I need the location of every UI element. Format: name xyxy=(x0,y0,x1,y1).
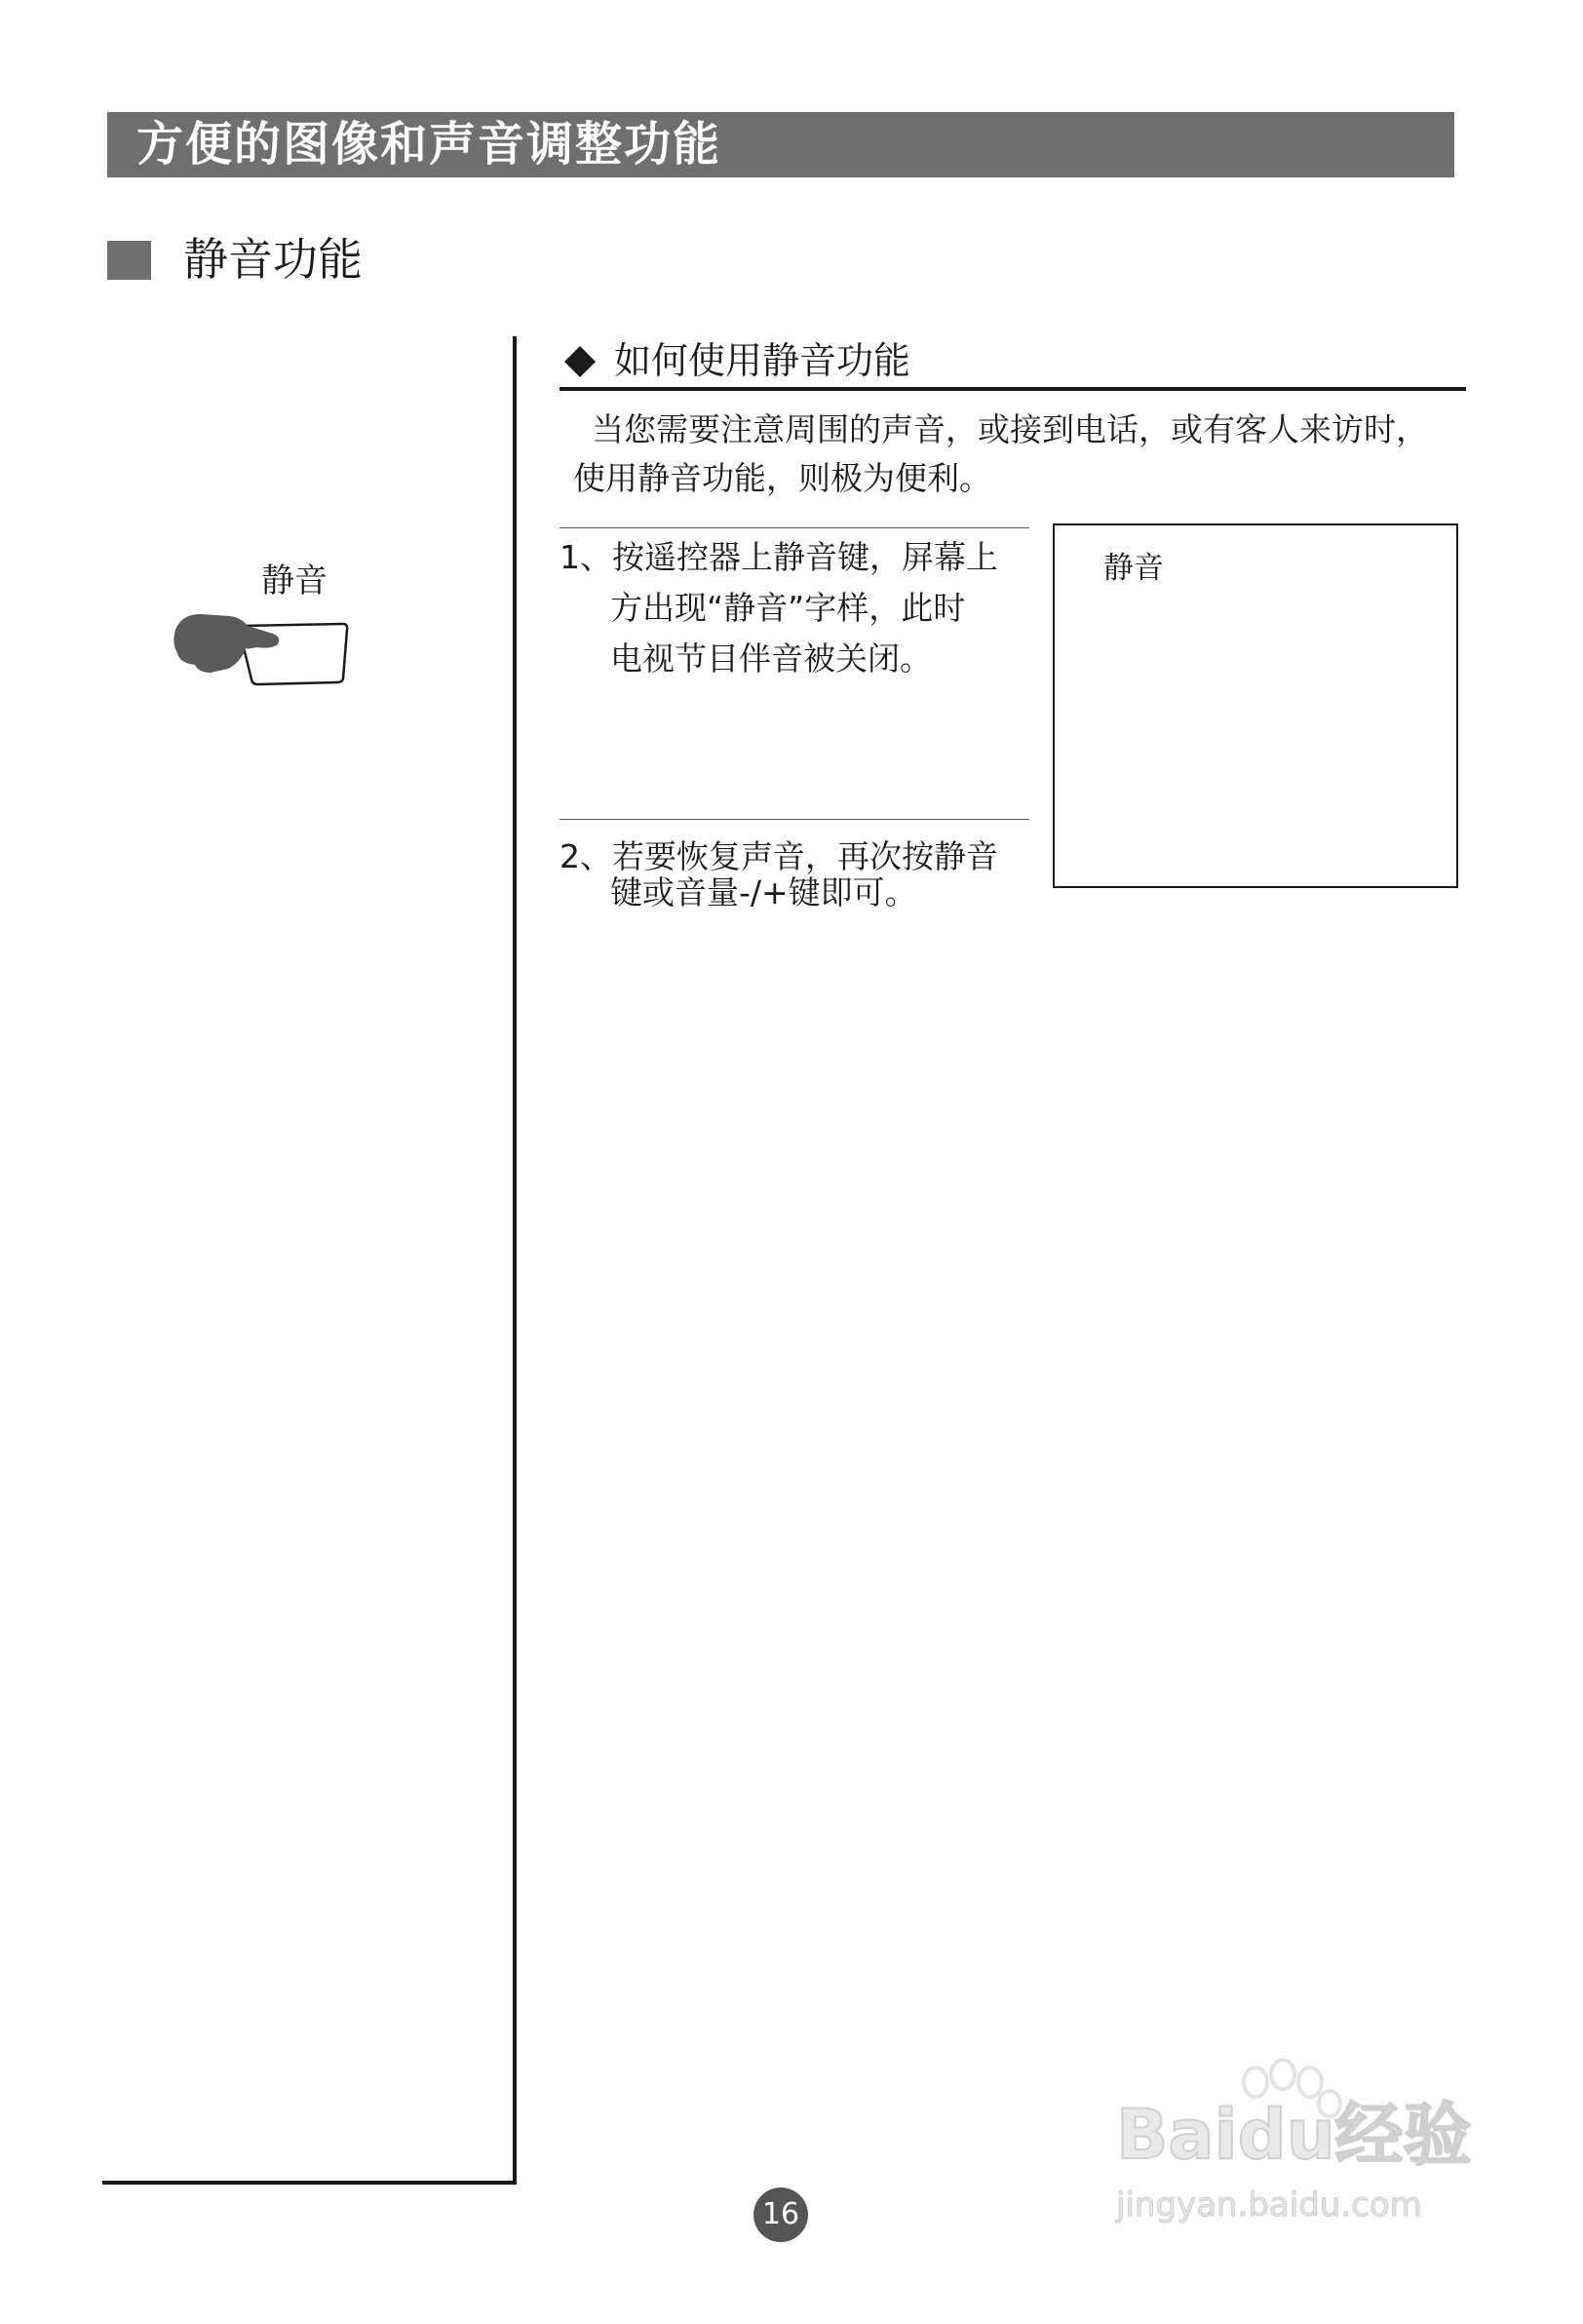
step-divider xyxy=(560,527,1029,528)
bottom-divider xyxy=(102,2181,517,2185)
step-1-line-2: 方出现“静音”字样，此时 xyxy=(610,589,966,627)
intro-text-line-2: 使用静音功能，则极为便利。 xyxy=(573,459,991,497)
hand-pressing-button-icon xyxy=(172,608,353,686)
section-marker xyxy=(107,241,151,280)
page-number-badge: 16 xyxy=(753,2188,808,2242)
page-title: 方便的图像和声音调整功能 xyxy=(136,117,722,172)
step-2-line-1: 2、若要恢复声音，再次按静音 xyxy=(560,837,998,875)
diamond-bullet-icon xyxy=(562,344,598,379)
mute-button-label: 静音 xyxy=(261,562,328,600)
watermark-brand: Baidu经验 xyxy=(1116,2095,1472,2175)
step-divider xyxy=(560,819,1029,820)
subsection-title: 如何使用静音功能 xyxy=(614,339,911,382)
subsection-rule xyxy=(560,387,1466,391)
watermark-url: jingyan.baidu.com xyxy=(1116,2186,1422,2225)
section-title: 静音功能 xyxy=(183,233,363,286)
step-1-line-1: 1、按遥控器上静音键，屏幕上 xyxy=(560,538,998,576)
tv-mute-osd-text: 静音 xyxy=(1103,551,1164,586)
intro-text-line-1: 当您需要注意周围的声音，或接到电话，或有客人来访时， xyxy=(592,410,1428,448)
step-1-line-3: 电视节目伴音被关闭。 xyxy=(610,639,932,678)
step-2-line-2: 键或音量-/+键即可。 xyxy=(610,873,917,911)
column-divider xyxy=(513,336,517,2184)
